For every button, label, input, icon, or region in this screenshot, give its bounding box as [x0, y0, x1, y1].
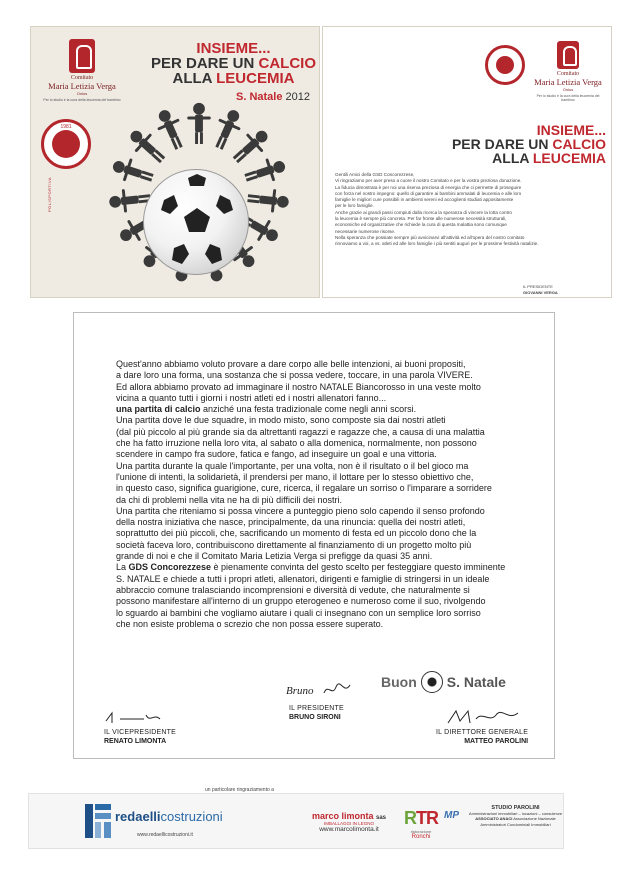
comitato-emblem-icon — [557, 41, 579, 69]
christmas-card-front — [30, 26, 320, 298]
title-line-1: INSIEME... — [196, 40, 271, 57]
comitato-logo: Comitato Maria Letizia Verga Onlus Per lo studio e la cura della leucemia del bambino — [533, 41, 603, 102]
title-line-2: PER DARE UN CALCIO — [151, 55, 317, 72]
seal-year: 1981 — [60, 124, 72, 130]
parolini-logo-icon: MP — [444, 810, 459, 821]
logo-tagline: Per lo studio e la cura della leucemia del bambino — [43, 98, 121, 102]
card-signature: IL PRESIDENTE GIOVANNI VERGA — [523, 284, 558, 295]
sponsors-bar: redaellicostruzioni www.redaellicostruzioni.it marco limonta sas IMBALLAGGI IN LEGNO www.marcolimonta.it RTR ristorazione Ronchi MP STUDIO PAROLINI Amministrazioni immobiliari – locazioni – consulenze ASSOCIATO ANACI Associazione Nazionale Amministratori Condominiali Immobiliari — [28, 793, 564, 849]
redaelli-url: www.redaellicostruzioni.it — [137, 832, 193, 838]
club-letter — [73, 312, 555, 759]
president-block: IL PRESIDENTE BRUNO SIRONI — [289, 705, 344, 721]
comitato-logo — [39, 39, 125, 102]
sponsor-limonta: marco limonta sas IMBALLAGGI IN LEGNO www.marcolimonta.it — [311, 811, 387, 833]
thanks-caption: un particolare ringraziamento a — [205, 787, 274, 793]
vertical-club-text: POLISPORTIVA — [47, 177, 52, 212]
director-signature — [446, 709, 526, 725]
vicepresident-block: IL VICEPRESIDENTE RENATO LIMONTA — [104, 729, 176, 745]
club-name: GDS Concorezzese — [128, 562, 212, 573]
title-line-3: ALLA LEUCEMIA — [172, 70, 295, 87]
rtr-logo: RTR — [404, 808, 438, 828]
director-block: IL DIRETTORE GENERALE MATTEO PAROLINI — [436, 729, 529, 745]
logo-city: Onlus — [76, 91, 88, 96]
redaelli-name: redaellicostruzioni — [115, 809, 223, 824]
buon-natale: Buon S. Natale — [381, 671, 506, 693]
letter-body: Quest'anno abbiamo voluto provare a dare corpo alle belle intenzioni, ai buoni propositi, a dare loro una forma, una sostanza che si possa vedere, toccare, in una parola VIVERE. Ed allora abbiamo provato ad immaginare il nostro NATALE Biancorosso in una veste molto vicina a quanto tutti i giorni i nostri atleti ed i nostri allenatori fanno... una partita di calcio anziché una festa tradizionale come negli anni scorsi. Una partita dove le due squadre, in modo misto, sono composte sia dai nostri atleti (dal più piccolo al più grande sia da altrettanti ragazzi e ragazze che, a causa di una malattia che ha fatto irruzione nella loro vita, al sabato o alla domenica, normalmente, non possono scendere in campo fra sudore, fatica e fango, ad inseguire un goal e una vittoria. Una partita durante la quale l'importante, per una volta, non è il risultato o il bel gioco ma l'unione di intenti, la solidarietà, il prendersi per mano, il lottare per lo stesso obiettivo che, in questo caso, significa guarigione, cure, ricerca, il regalare un sorriso o l'imparare a sorridere da chi di problemi nella vita ne ha di più difficili dei nostri. Una partita che riteniamo si possa vincere a punteggio pieno solo capendo il senso profondo della nostra iniziativa che nasce, principalmente, da una rinuncia: quella dei nostri atleti, soprattutto dei più piccoli, che, sacrificando un momento di festa ed un piccolo dono che la società faceva loro, contribuiscono direttamente al finanziamento di un progetto molto più grande di noi e che il Comitato Maria Letizia Verga si prefigge da quasi 35 anni. La GDS Concorezzese è pienamente convinta del gesto scelto per festeggiare questo imminente S. NATALE e chiede a tutti i propri atleti, allenatori, dirigenti e famiglie di stringersi in un ideale abbraccio comune tralasciando incomprensioni e diversità di vedute, che naturalmente si possono manifestare all'interno di un gruppo eterogeneo e numeroso come il suo, rivolgendo lo sguardo ai bambini che vogliamo aiutare i quali ci insegnano con un semplice loro sorriso che non esiste problema o screzio che non possa essere superato. — [116, 359, 506, 629]
natale-year: S. Natale 2012 — [236, 91, 311, 103]
card-title — [151, 41, 316, 86]
comitato-emblem-icon — [69, 39, 95, 73]
redaelli-logo-icon — [85, 804, 111, 838]
soccer-ball-icon — [421, 671, 443, 693]
president-signature — [286, 681, 356, 695]
sponsor-rtr: RTR ristorazione Ronchi — [401, 808, 441, 840]
soccer-ball-icon — [143, 169, 249, 275]
card-title: INSIEME... PER DARE UN CALCIO ALLA LEUCEMIA — [451, 122, 606, 166]
svg-text:Bruno: Bruno — [286, 685, 314, 697]
bold-phrase: una partita di calcio — [116, 404, 201, 415]
club-seal-icon — [41, 119, 91, 169]
vicepresident-signature — [104, 711, 164, 725]
christmas-card-inside — [322, 26, 612, 298]
logo-org: Comitato — [70, 75, 94, 81]
logo-name: Maria Letizia Verga — [48, 81, 116, 91]
thank-you-letter: Gentili Amici della GSD Concorezzese, Vi ringraziamo per aver preso a cuore il nostro Comitato e per la vostra preziosa donazione. La fiducia dimostrata è per noi una riserva preziosa di energia che ci permette di proseguire con forza nel nostro impegno: quello di garantire ai bambini ammalati di leucemia e alle loro famiglie le migliori cure possibili in ambienti sereni ed accoglienti studiati appositamente per le loro famiglie. Anche grazie ai grandi passi compiuti dalla ricerca la speranza di vincere la lotta contro la leucemia è sempre più concreta. Per far fronte alle numerose necessità strutturali, economiche ed organizzative che richiede la cura di questa malattia sono comunque necessarie numerose risorse. Nella speranza che possiate sempre più avvicinarvi all'attività ed all'opera del nostro comitato rinnoviamo a voi, a vs. atleti ed alle loro famiglie i più sentiti auguri per le prossime festività natalizie. — [335, 172, 539, 247]
club-seal-icon — [485, 45, 525, 85]
